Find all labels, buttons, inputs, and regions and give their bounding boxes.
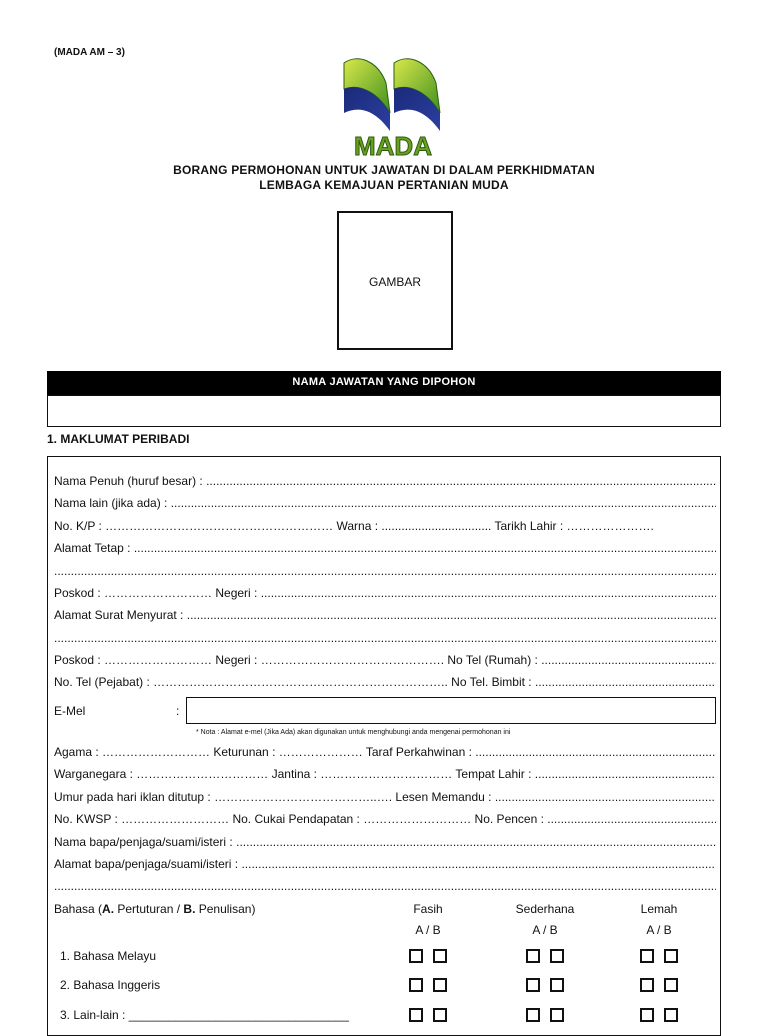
- field-religion-race-marital[interactable]: Agama : ……………………… Keturunan : ………………… Taraf Perkahwinan : .....: [54, 745, 716, 759]
- checkbox[interactable]: [526, 1008, 540, 1022]
- checkbox-pair: [500, 947, 590, 963]
- checkbox[interactable]: [526, 978, 540, 992]
- checkbox-pair: [383, 976, 473, 992]
- email-label: E-Mel: [54, 704, 86, 718]
- field-full-name[interactable]: Nama Penuh (huruf besar) : .....: [54, 474, 716, 488]
- checkbox-pair: [614, 1006, 704, 1022]
- checkbox-pair: [500, 1006, 590, 1022]
- field-permanent-address[interactable]: Alamat Tetap : .....: [54, 541, 716, 555]
- email-colon: :: [176, 704, 180, 718]
- photo-label: GAMBAR: [368, 275, 421, 289]
- checkbox[interactable]: [433, 978, 447, 992]
- section-heading: 1. MAKLUMAT PERIBADI: [47, 432, 190, 446]
- checkbox-pair: [614, 976, 704, 992]
- language-heading: Bahasa (A. Pertuturan / B. Penulisan): [54, 902, 256, 916]
- jawatan-heading-bar: [47, 371, 721, 395]
- field-citizenship-gender-birthplace[interactable]: Warganegara : …………………………… Jantina : …………………………… Tempat Lahir : .....: [54, 767, 716, 781]
- checkbox[interactable]: [526, 949, 540, 963]
- field-guardian-address-2[interactable]: [54, 879, 716, 893]
- checkbox[interactable]: [409, 978, 423, 992]
- ab-sederhana: A / B: [532, 923, 558, 937]
- form-code: (MADA AM – 3): [54, 47, 125, 58]
- field-other-name[interactable]: Nama lain (jika ada) : .....: [54, 496, 716, 510]
- language-row-label: 2. Bahasa Inggeris: [60, 978, 161, 992]
- jawatan-input[interactable]: [47, 395, 721, 427]
- checkbox[interactable]: [433, 1008, 447, 1022]
- checkbox[interactable]: [664, 949, 678, 963]
- checkbox[interactable]: [550, 949, 564, 963]
- email-note: * Nota : Alamat e-mel (Jika Ada) akan digunakan untuk menghubungi anda mengenai permohonan ini: [196, 729, 511, 736]
- language-row-label: 3. Lain-lain : _________________________________: [60, 1008, 349, 1022]
- field-guardian-name[interactable]: Nama bapa/penjaga/suami/isteri : .....: [54, 835, 716, 849]
- checkbox-pair: [383, 1006, 473, 1022]
- ab-fasih: A / B: [415, 923, 441, 937]
- checkbox[interactable]: [664, 978, 678, 992]
- checkbox-pair: [383, 947, 473, 963]
- language-row-label: 1. Bahasa Melayu: [60, 949, 157, 963]
- field-ic-race-dob[interactable]: No. K/P : ………………………………………………… Warna : ................................. Tarikh Lahir : ………………….: [54, 519, 654, 533]
- checkbox[interactable]: [664, 1008, 678, 1022]
- field-mailing-address-2[interactable]: [54, 631, 716, 645]
- field-postcode-state-phone[interactable]: Poskod : ……………………… Negeri : ………………………………………. No Tel (Rumah) : .....: [54, 653, 716, 667]
- form-title-line1: BORANG PERMOHONAN UNTUK JAWATAN DI DALAM PERKHIDMATAN: [173, 163, 595, 177]
- photo-box[interactable]: [337, 211, 453, 350]
- field-postcode-state[interactable]: Poskod : ……………………… Negeri : .....: [54, 586, 716, 600]
- checkbox-pair: [500, 976, 590, 992]
- field-age-license[interactable]: Umur pada hari iklan ditutup : …………………………………..…. Lesen Memandu : .....: [54, 790, 716, 804]
- checkbox[interactable]: [640, 1008, 654, 1022]
- level-sederhana: Sederhana: [515, 902, 575, 916]
- checkbox-pair: [614, 947, 704, 963]
- ab-lemah: A / B: [646, 923, 672, 937]
- form-title-line2: LEMBAGA KEMAJUAN PERTANIAN MUDA: [259, 178, 509, 192]
- checkbox[interactable]: [640, 978, 654, 992]
- checkbox[interactable]: [409, 1008, 423, 1022]
- svg-text:MADA: MADA: [354, 131, 432, 161]
- level-fasih: Fasih: [413, 902, 443, 916]
- level-lemah: Lemah: [640, 902, 678, 916]
- checkbox[interactable]: [550, 978, 564, 992]
- checkbox[interactable]: [550, 1008, 564, 1022]
- email-input[interactable]: [186, 697, 716, 724]
- field-permanent-address-2[interactable]: [54, 564, 716, 578]
- checkbox[interactable]: [409, 949, 423, 963]
- jawatan-heading: NAMA JAWATAN YANG DIPOHON: [292, 376, 476, 388]
- field-mailing-address[interactable]: Alamat Surat Menyurat : .....: [54, 608, 716, 622]
- mada-logo: [338, 53, 448, 161]
- checkbox[interactable]: [433, 949, 447, 963]
- field-guardian-address[interactable]: Alamat bapa/penjaga/suami/isteri : .....: [54, 857, 716, 871]
- field-kwsp-tax-pension[interactable]: No. KWSP : ……………………… No. Cukai Pendapatan : ……………………… No. Pencen : .....: [54, 812, 716, 826]
- field-office-mobile-phone[interactable]: No. Tel (Pejabat) : ……………………………………………………………….. No Tel. Bimbit : .....: [54, 675, 716, 689]
- checkbox[interactable]: [640, 949, 654, 963]
